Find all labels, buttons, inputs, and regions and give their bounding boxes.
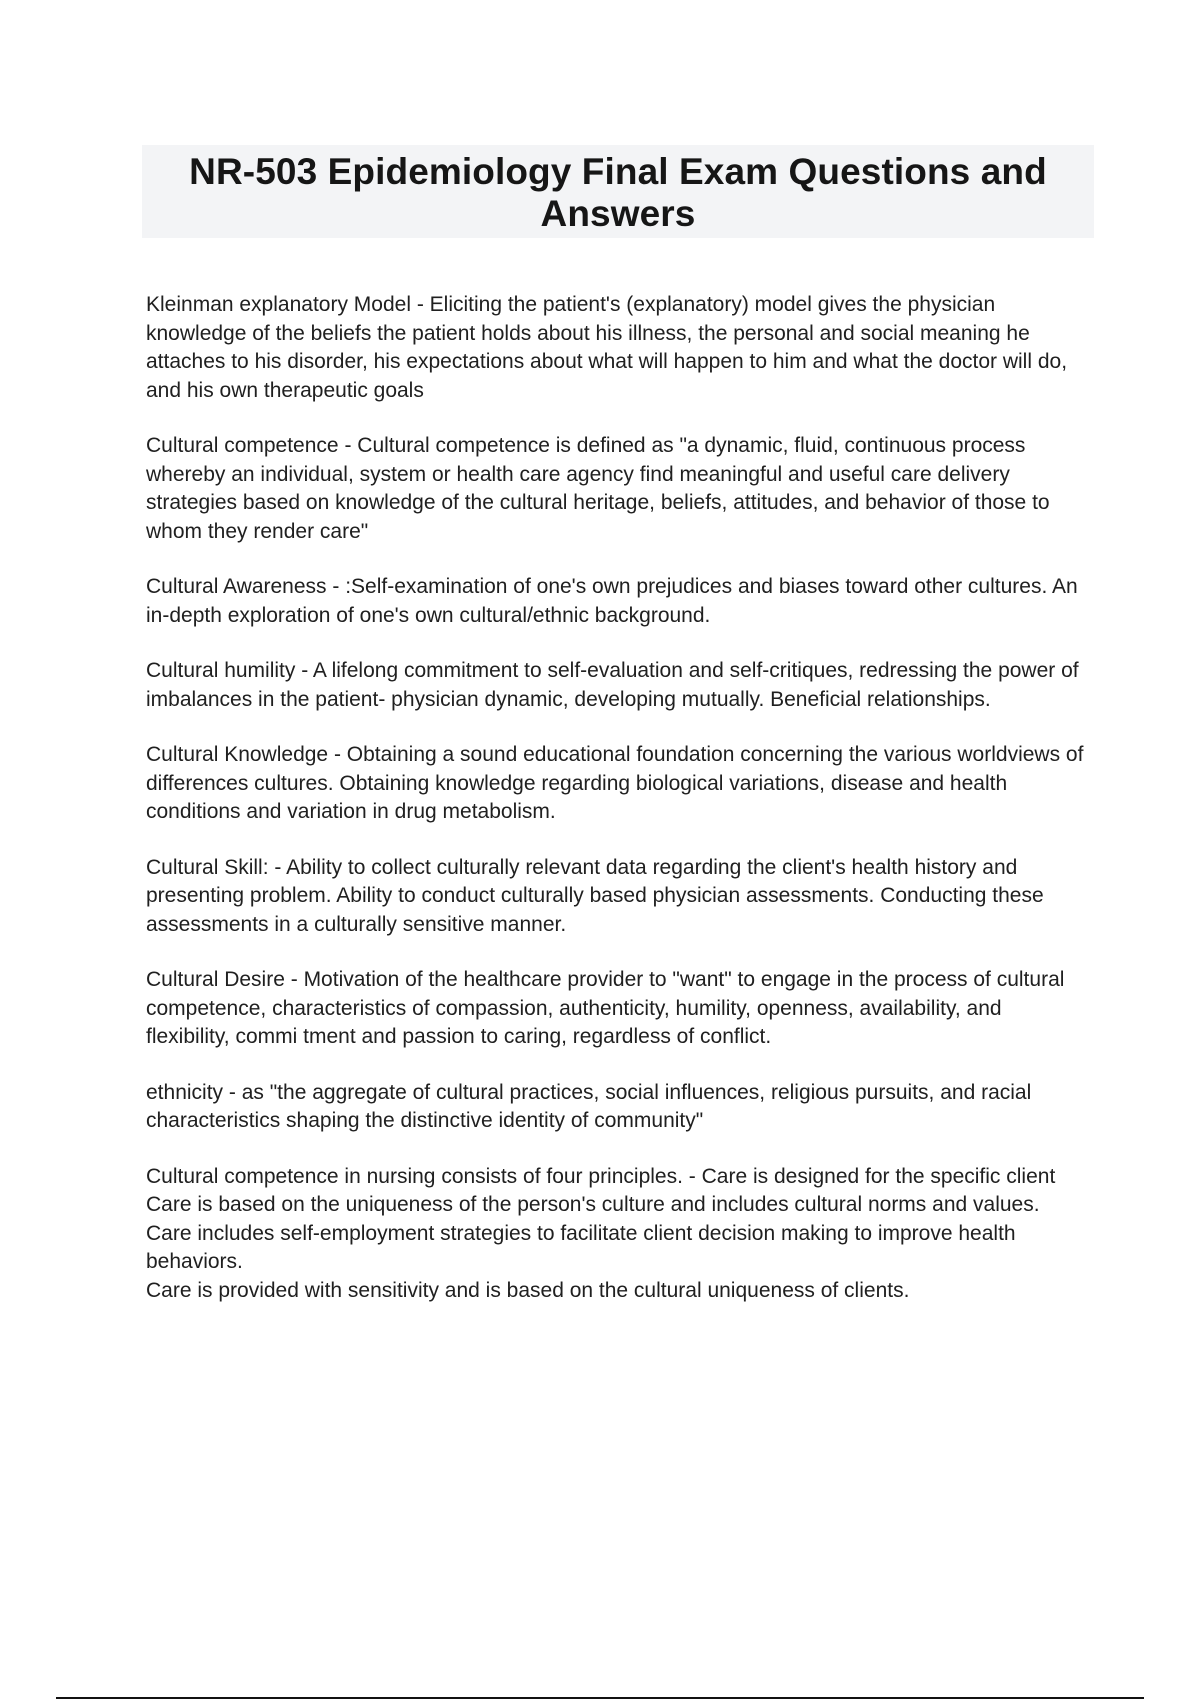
title-banner	[142, 145, 1094, 238]
entry-separator: -	[682, 1164, 702, 1188]
document-title-line-2: Answers	[540, 193, 696, 234]
flashcard-entry	[146, 657, 1090, 714]
entry-separator: -	[326, 575, 346, 598]
flashcard-entry	[146, 1079, 1090, 1136]
entry-definition: Cultural competence is defined as "a dynamic, fluid, continuous process whereby an individual, system or health care agency find meaningful and useful care delivery strategies based on knowledge of the cultural heritage, beliefs, attitudes, and behavior of those to whom they render care"	[146, 434, 1050, 543]
principle-item: Care is provided with sensitivity and is based on the cultural uniqueness of clients.	[146, 1278, 910, 1302]
entry-separator: -	[410, 293, 430, 316]
entry-definition: :Self-examination of one's own prejudices and biases toward other cultures. An in-depth exploration of one's own cultural/ethnic background.	[146, 575, 1078, 627]
principles-heading	[146, 1163, 1090, 1192]
entry-term: Cultural Desire	[146, 968, 285, 991]
flashcard-entry	[146, 854, 1090, 940]
entry-term: Kleinman explanatory Model	[146, 293, 411, 316]
flashcard-entry	[146, 741, 1090, 827]
entry-definition: Ability to collect culturally relevant data regarding the client's health history and presenting problem. Ability to conduct culturally based physician assessments. Conducting these assessments in a culturally sensitive manner.	[146, 855, 1044, 936]
document-title-line-1: NR-503 Epidemiology Final Exam Questions and	[189, 151, 1047, 192]
entry-definition: as "the aggregate of cultural practices, social influences, religious pursuits, and racial characteristics shaping the distinctive identity of community"	[146, 1080, 1032, 1132]
flashcard-entry	[146, 573, 1090, 630]
entry-term: Cultural Skill:	[146, 855, 269, 879]
page-bottom-divider	[56, 1697, 1144, 1699]
entry-term: ethnicity	[146, 1080, 224, 1104]
flashcard-list	[146, 291, 1090, 1305]
entry-separator: -	[268, 855, 287, 879]
flashcard-entry	[146, 432, 1090, 546]
flashcard-entry	[146, 291, 1090, 405]
entry-term: Cultural Knowledge	[146, 743, 329, 766]
entry-term: Cultural humility	[146, 659, 296, 682]
entry-separator: -	[284, 968, 304, 991]
principles-entry	[146, 1163, 1090, 1306]
entry-separator: -	[223, 1080, 242, 1104]
flashcard-entry	[146, 966, 1090, 1052]
entry-separator: -	[328, 743, 347, 766]
entry-definition: Eliciting the patient's (explanatory) model gives the physician knowledge of the beliefs the patient holds about his illness, the personal and social meaning he attaches to his disorder, his expectations about what will happen to him and what the doctor will do, and his own therapeutic goals	[146, 293, 1068, 402]
entry-term: Cultural competence in nursing consists of four principles.	[146, 1164, 683, 1188]
entry-definition: Motivation of the healthcare provider to "want" to engage in the process of cultural competence, characteristics of compassion, authenticity, humility, openness, availability, and flexibility, commi tment and passion to caring, regardless of conflict.	[146, 968, 1065, 1048]
entry-definition: Care is designed for the specific client	[701, 1164, 1056, 1188]
principle-item: Care is based on the uniqueness of the person's culture and includes cultural norms and values.	[146, 1193, 1040, 1216]
entry-separator: -	[338, 434, 358, 457]
entry-separator: -	[295, 659, 313, 682]
entry-term: Cultural competence	[146, 434, 339, 457]
entry-term: Cultural Awareness	[146, 575, 327, 598]
entry-definition: A lifelong commitment to self-evaluation and self-critiques, redressing the power of imbalances in the patient- physician dynamic, developing mutually. Beneficial relationships.	[146, 659, 1079, 711]
principle-list	[146, 1191, 1090, 1305]
entry-definition: Obtaining a sound educational foundation concerning the various worldviews of differences cultures. Obtaining knowledge regarding biological variations, disease and health conditions and variation in drug metabolism.	[146, 743, 1084, 823]
principle-item: Care includes self-employment strategies to facilitate client decision making to improve health behaviors.	[146, 1221, 1016, 1273]
